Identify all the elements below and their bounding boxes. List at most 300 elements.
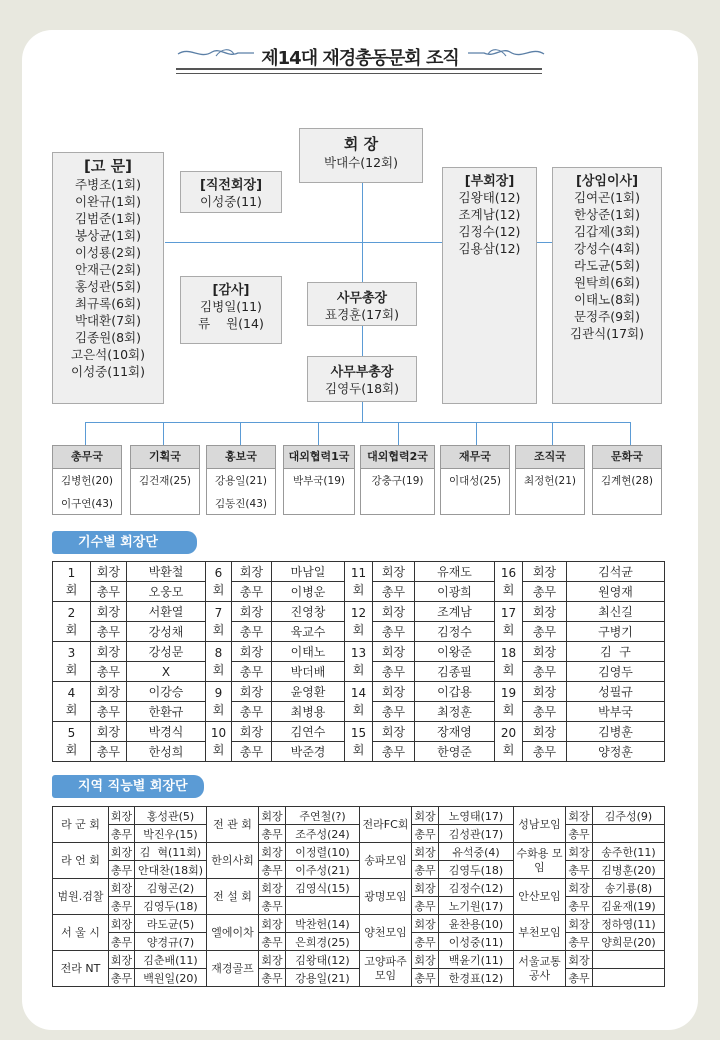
role-president: 회장 <box>91 642 127 662</box>
generation-cell <box>53 562 91 602</box>
role-secretary: 총무 <box>109 825 135 843</box>
generation-suffix: 회 <box>212 662 225 677</box>
secretary-name: 이광희 <box>415 582 495 602</box>
advisor-name: 고은석(10회) <box>71 347 145 362</box>
role-president: 회장 <box>566 915 593 933</box>
group-name: 성남모임 <box>514 807 566 843</box>
president-name: 이태노 <box>272 642 345 662</box>
department-name: 대외협력1국 <box>284 446 354 469</box>
group-name: 서 울 시 <box>53 915 109 951</box>
role-president: 회장 <box>109 915 135 933</box>
auditor-name: 류 원(14) <box>198 316 264 331</box>
standing-director-name: 라도균(5회) <box>573 258 640 273</box>
president-name: 김 구 <box>567 642 665 662</box>
group-name: 라 군 회 <box>53 807 109 843</box>
department-general-affairs <box>52 445 122 515</box>
secretary-name: 양경규(7) <box>135 933 207 951</box>
generation-suffix: 회 <box>502 622 515 637</box>
secretary-name: 최정훈 <box>415 702 495 722</box>
secretary-name: 노기원(17) <box>439 897 514 915</box>
generation-number: 13 <box>350 645 367 660</box>
role-president: 회장 <box>232 602 272 622</box>
vice-presidents-header: [부회장] <box>464 174 515 189</box>
role-president: 회장 <box>373 602 415 622</box>
secretary-name: 박부국 <box>567 702 665 722</box>
group-name: 한의사회 <box>207 843 259 879</box>
president-name: 이정렬(10) <box>286 843 360 861</box>
president-name: 김형곤(2) <box>135 879 207 897</box>
secretary-name: 백원일(20) <box>135 969 207 987</box>
advisor-name: 봉상균(1회) <box>74 228 141 243</box>
generation-cell <box>495 722 523 762</box>
role-president: 회장 <box>566 807 593 825</box>
auditors-box <box>180 276 282 344</box>
deputy-secretary-name: 김영두(18회) <box>325 381 399 396</box>
department-member: 강용일(21) <box>215 475 267 487</box>
group-name: 광명모임 <box>360 879 412 915</box>
secretary-name <box>593 969 665 987</box>
department-planning <box>130 445 200 515</box>
role-secretary: 총무 <box>232 662 272 682</box>
secretary-name: 김정수 <box>415 622 495 642</box>
president-name: 윤영환 <box>272 682 345 702</box>
standing-director-name: 원탁희(6회) <box>573 275 640 290</box>
group-name: 안산모임 <box>514 879 566 915</box>
president-name: 이왕준 <box>415 642 495 662</box>
president-name: 유석중(4) <box>439 843 514 861</box>
group-name: 양천모임 <box>360 915 412 951</box>
table-row <box>53 807 665 825</box>
table-row <box>53 825 665 843</box>
secretary-name: 한경표(12) <box>439 969 514 987</box>
secretary-name: 은희경(25) <box>286 933 360 951</box>
group-name: 전라FC회 <box>360 807 412 843</box>
group-name: 부천모임 <box>514 915 566 951</box>
generation-suffix: 회 <box>502 742 515 757</box>
generation-suffix: 회 <box>65 582 78 597</box>
role-president: 회장 <box>259 843 286 861</box>
president-name: 박환철 <box>127 562 206 582</box>
generation-number: 1 <box>67 565 76 580</box>
department-culture <box>592 445 662 515</box>
department-member: 박부국(19) <box>293 475 345 487</box>
role-president: 회장 <box>109 951 135 969</box>
role-president: 회장 <box>412 843 439 861</box>
secretary-name <box>286 897 360 915</box>
group-name: 송파모임 <box>360 843 412 879</box>
standing-director-name: 이태노(8회) <box>573 292 640 307</box>
president-name: 김왕태(12) <box>286 951 360 969</box>
generation-suffix: 회 <box>502 702 515 717</box>
vice-president-name: 김용삼(12) <box>458 241 521 256</box>
deputy-secretary-box <box>307 356 417 402</box>
role-president: 회장 <box>109 879 135 897</box>
generation-cell <box>345 642 373 682</box>
role-president: 회장 <box>523 722 567 742</box>
secretary-name: 김윤재(19) <box>593 897 665 915</box>
generation-number: 17 <box>500 605 517 620</box>
role-secretary: 총무 <box>259 969 286 987</box>
generation-cell <box>206 722 232 762</box>
vice-president-name: 김정수(12) <box>458 224 521 239</box>
generation-number: 16 <box>500 565 517 580</box>
role-secretary: 총무 <box>259 861 286 879</box>
role-secretary: 총무 <box>412 825 439 843</box>
role-president: 회장 <box>566 951 593 969</box>
generation-cell <box>53 642 91 682</box>
president-name: 최신길 <box>567 602 665 622</box>
generation-cell <box>206 562 232 602</box>
role-president: 회장 <box>109 807 135 825</box>
president-name: 라도균(5) <box>135 915 207 933</box>
advisor-name: 안재근(2회) <box>74 262 141 277</box>
role-president: 회장 <box>373 562 415 582</box>
role-secretary: 총무 <box>109 933 135 951</box>
secretary-name: 김종필 <box>415 662 495 682</box>
standing-director-name: 김여곤(1회) <box>573 190 640 205</box>
generation-cell <box>495 602 523 642</box>
class-section-header: 기수별 회장단 <box>52 531 197 554</box>
generation-suffix: 회 <box>352 742 365 757</box>
generation-cell <box>345 562 373 602</box>
advisor-name: 이완규(1회) <box>74 194 141 209</box>
role-president: 회장 <box>259 951 286 969</box>
deputy-secretary-header: 사무부총장 <box>330 365 394 380</box>
generation-number: 10 <box>210 725 227 740</box>
secretary-name: 양정훈 <box>567 742 665 762</box>
generation-cell <box>206 642 232 682</box>
role-president: 회장 <box>259 879 286 897</box>
generation-suffix: 회 <box>502 662 515 677</box>
role-secretary: 총무 <box>232 702 272 722</box>
role-secretary: 총무 <box>109 861 135 879</box>
group-name: 전 설 회 <box>207 879 259 915</box>
secretary-name: 양희문(20) <box>593 933 665 951</box>
generation-cell <box>495 642 523 682</box>
advisors-header: [고 문] <box>84 157 132 175</box>
secretary-name: 김영두(18) <box>439 861 514 879</box>
president-name: 김주성(9) <box>593 807 665 825</box>
president-name: 노영태(17) <box>439 807 514 825</box>
generation-suffix: 회 <box>65 742 78 757</box>
generation-cell <box>53 682 91 722</box>
role-secretary: 총무 <box>91 582 127 602</box>
vice-president-name: 조계남(12) <box>458 207 521 222</box>
president-box <box>299 128 423 183</box>
president-name: 정하영(11) <box>593 915 665 933</box>
role-president: 회장 <box>566 843 593 861</box>
advisors-box <box>52 152 164 404</box>
generation-cell <box>495 562 523 602</box>
president-name: 송기룡(8) <box>593 879 665 897</box>
president-header: 회 장 <box>343 135 379 153</box>
group-name: 전라 NT <box>53 951 109 987</box>
president-name: 마남일 <box>272 562 345 582</box>
secretary-name: 박진우(15) <box>135 825 207 843</box>
secretary-name: 김성관(17) <box>439 825 514 843</box>
generation-number: 8 <box>214 645 223 660</box>
table-row <box>53 562 665 582</box>
president-name: 백윤기(11) <box>439 951 514 969</box>
secretary-name: 김영두(18) <box>135 897 207 915</box>
role-secretary: 총무 <box>523 742 567 762</box>
role-president: 회장 <box>232 642 272 662</box>
secretary-name: 이성중(11) <box>439 933 514 951</box>
table-row <box>53 602 665 622</box>
role-secretary: 총무 <box>566 897 593 915</box>
president-name: 김춘배(11) <box>135 951 207 969</box>
table-row <box>53 642 665 662</box>
president-name: 박찬헌(14) <box>286 915 360 933</box>
department-member: 이구연(43) <box>61 498 113 510</box>
department-member: 강충구(19) <box>371 475 424 487</box>
generation-cell <box>53 602 91 642</box>
president-name: 강성문 <box>127 642 206 662</box>
department-member: 이대성(25) <box>449 475 501 487</box>
role-president: 회장 <box>523 642 567 662</box>
president-name: 김 혁(11회) <box>135 843 207 861</box>
role-president: 회장 <box>412 915 439 933</box>
generation-number: 20 <box>500 725 517 740</box>
region-officers-table <box>52 806 665 987</box>
secretary-name: 원영재 <box>567 582 665 602</box>
president-name: 김연수 <box>272 722 345 742</box>
former-president-header: [직전회장] <box>199 178 263 193</box>
role-secretary: 총무 <box>566 933 593 951</box>
role-president: 회장 <box>412 807 439 825</box>
department-name: 대외협력2국 <box>361 446 434 469</box>
generation-number: 15 <box>350 725 367 740</box>
president-name: 윤찬용(10) <box>439 915 514 933</box>
generation-number: 4 <box>67 685 76 700</box>
generation-cell <box>345 682 373 722</box>
department-name: 홍보국 <box>207 446 275 469</box>
former-president-name: 이성중(11) <box>200 194 262 209</box>
role-president: 회장 <box>232 722 272 742</box>
standing-directors-box <box>552 167 662 404</box>
president-name: 진영창 <box>272 602 345 622</box>
generation-cell <box>495 682 523 722</box>
president-name: 이갑용 <box>415 682 495 702</box>
role-secretary: 총무 <box>91 742 127 762</box>
secretary-name: 구병기 <box>567 622 665 642</box>
generation-suffix: 회 <box>352 702 365 717</box>
role-president: 회장 <box>373 722 415 742</box>
department-organization <box>515 445 585 515</box>
role-secretary: 총무 <box>109 897 135 915</box>
group-name: 범원.검찰 <box>53 879 109 915</box>
secretary-name: 박더배 <box>272 662 345 682</box>
role-president: 회장 <box>259 807 286 825</box>
secretary-name: 조주성(24) <box>286 825 360 843</box>
secretary-name: 이주성(21) <box>286 861 360 879</box>
standing-director-name: 김관식(17회) <box>570 326 644 341</box>
generation-suffix: 회 <box>212 742 225 757</box>
role-president: 회장 <box>259 915 286 933</box>
role-secretary: 총무 <box>259 933 286 951</box>
advisor-name: 주병조(1회) <box>74 177 141 192</box>
standing-director-name: 한상준(1회) <box>573 207 640 222</box>
role-president: 회장 <box>91 722 127 742</box>
role-secretary: 총무 <box>566 861 593 879</box>
secretary-name <box>593 825 665 843</box>
president-name: 김영식(15) <box>286 879 360 897</box>
secretary-general-header: 사무총장 <box>336 291 388 306</box>
department-member: 김병헌(20) <box>61 475 113 487</box>
secretary-name: 강용일(21) <box>286 969 360 987</box>
role-secretary: 총무 <box>373 742 415 762</box>
generation-cell <box>345 722 373 762</box>
role-president: 회장 <box>109 843 135 861</box>
role-secretary: 총무 <box>232 742 272 762</box>
secretary-name: 박준경 <box>272 742 345 762</box>
auditors-header: [감사] <box>212 283 250 298</box>
generation-cell <box>345 602 373 642</box>
role-president: 회장 <box>91 602 127 622</box>
president-name: 서환열 <box>127 602 206 622</box>
role-president: 회장 <box>232 562 272 582</box>
role-secretary: 총무 <box>91 662 127 682</box>
table-row <box>53 843 665 861</box>
role-president: 회장 <box>412 951 439 969</box>
department-name: 조직국 <box>516 446 584 469</box>
secretary-name: 김영두 <box>567 662 665 682</box>
role-secretary: 총무 <box>259 825 286 843</box>
group-name: 고양파주 모임 <box>360 951 412 987</box>
generation-number: 3 <box>67 645 76 660</box>
generation-number: 11 <box>350 565 367 580</box>
region-section-header: 지역 직능별 회장단 <box>52 775 204 798</box>
group-name: 엘에이차 <box>207 915 259 951</box>
generation-cell <box>206 682 232 722</box>
generation-number: 9 <box>214 685 223 700</box>
standing-director-name: 문정주(9회) <box>573 309 640 324</box>
president-name: 주연철(?) <box>286 807 360 825</box>
role-president: 회장 <box>373 682 415 702</box>
group-name: 수화용 모임 <box>514 843 566 879</box>
role-secretary: 총무 <box>412 861 439 879</box>
generation-number: 19 <box>500 685 517 700</box>
secretary-name: 강성채 <box>127 622 206 642</box>
table-row <box>53 951 665 969</box>
secretary-name: 한성희 <box>127 742 206 762</box>
generation-suffix: 회 <box>352 582 365 597</box>
secretary-name: 한환규 <box>127 702 206 722</box>
standing-directors-header: [상임이사] <box>575 174 639 189</box>
secretary-name: 이병운 <box>272 582 345 602</box>
role-president: 회장 <box>523 602 567 622</box>
department-member: 김동진(43) <box>215 498 267 510</box>
role-secretary: 총무 <box>259 897 286 915</box>
president-name: 조계남 <box>415 602 495 622</box>
standing-director-name: 김갑제(3회) <box>573 224 640 239</box>
vice-president-name: 김왕태(12) <box>458 190 521 205</box>
generation-suffix: 회 <box>212 622 225 637</box>
group-name: 재경골프 <box>207 951 259 987</box>
president-name <box>593 951 665 969</box>
role-president: 회장 <box>412 879 439 897</box>
president-name: 장재영 <box>415 722 495 742</box>
advisor-name: 홍성관(5회) <box>74 279 141 294</box>
president-name: 홍성관(5) <box>135 807 207 825</box>
department-name: 재무국 <box>441 446 509 469</box>
group-name: 전 관 회 <box>207 807 259 843</box>
role-secretary: 총무 <box>232 582 272 602</box>
role-president: 회장 <box>232 682 272 702</box>
group-name: 라 언 회 <box>53 843 109 879</box>
role-secretary: 총무 <box>523 662 567 682</box>
generation-cell <box>206 602 232 642</box>
department-pr <box>206 445 276 515</box>
generation-suffix: 회 <box>352 622 365 637</box>
former-president-box <box>180 171 282 213</box>
role-secretary: 총무 <box>232 622 272 642</box>
secretary-name: X <box>127 662 206 682</box>
role-president: 회장 <box>566 879 593 897</box>
department-finance <box>440 445 510 515</box>
president-name: 송주한(11) <box>593 843 665 861</box>
table-row <box>53 879 665 897</box>
secretary-general-box <box>307 282 417 326</box>
generation-number: 14 <box>350 685 367 700</box>
president-name: 김정수(12) <box>439 879 514 897</box>
secretary-general-name: 표경훈(17회) <box>325 307 399 322</box>
role-secretary: 총무 <box>91 702 127 722</box>
role-president: 회장 <box>523 682 567 702</box>
department-name: 문화국 <box>593 446 661 469</box>
table-row <box>53 897 665 915</box>
generation-number: 7 <box>214 605 223 620</box>
generation-suffix: 회 <box>352 662 365 677</box>
president-name: 김병훈 <box>567 722 665 742</box>
role-secretary: 총무 <box>566 825 593 843</box>
department-name: 기획국 <box>131 446 199 469</box>
president-name: 박대수(12회) <box>324 155 398 170</box>
secretary-name: 안대찬(18회) <box>135 861 207 879</box>
generation-suffix: 회 <box>212 582 225 597</box>
department-member: 최정헌(21) <box>524 475 576 487</box>
role-president: 회장 <box>373 642 415 662</box>
table-row <box>53 915 665 933</box>
generation-number: 2 <box>67 605 76 620</box>
role-secretary: 총무 <box>412 969 439 987</box>
advisor-name: 김범준(1회) <box>74 211 141 226</box>
president-name: 유재도 <box>415 562 495 582</box>
table-row <box>53 722 665 742</box>
president-name: 이강승 <box>127 682 206 702</box>
secretary-name: 육교수 <box>272 622 345 642</box>
role-secretary: 총무 <box>412 897 439 915</box>
vice-presidents-box <box>442 167 537 404</box>
role-secretary: 총무 <box>566 969 593 987</box>
generation-suffix: 회 <box>65 662 78 677</box>
department-member: 김건재(25) <box>139 475 191 487</box>
title-underline <box>176 68 542 74</box>
role-secretary: 총무 <box>109 969 135 987</box>
department-member: 김계현(28) <box>601 475 653 487</box>
president-name: 성필규 <box>567 682 665 702</box>
role-secretary: 총무 <box>412 933 439 951</box>
auditor-name: 김병일(11) <box>200 299 262 314</box>
generation-number: 18 <box>500 645 517 660</box>
secretary-name: 최병용 <box>272 702 345 722</box>
generation-suffix: 회 <box>212 702 225 717</box>
role-secretary: 총무 <box>523 622 567 642</box>
advisor-name: 박대환(7회) <box>74 313 141 328</box>
president-name: 박경식 <box>127 722 206 742</box>
role-secretary: 총무 <box>373 702 415 722</box>
table-row <box>53 861 665 879</box>
